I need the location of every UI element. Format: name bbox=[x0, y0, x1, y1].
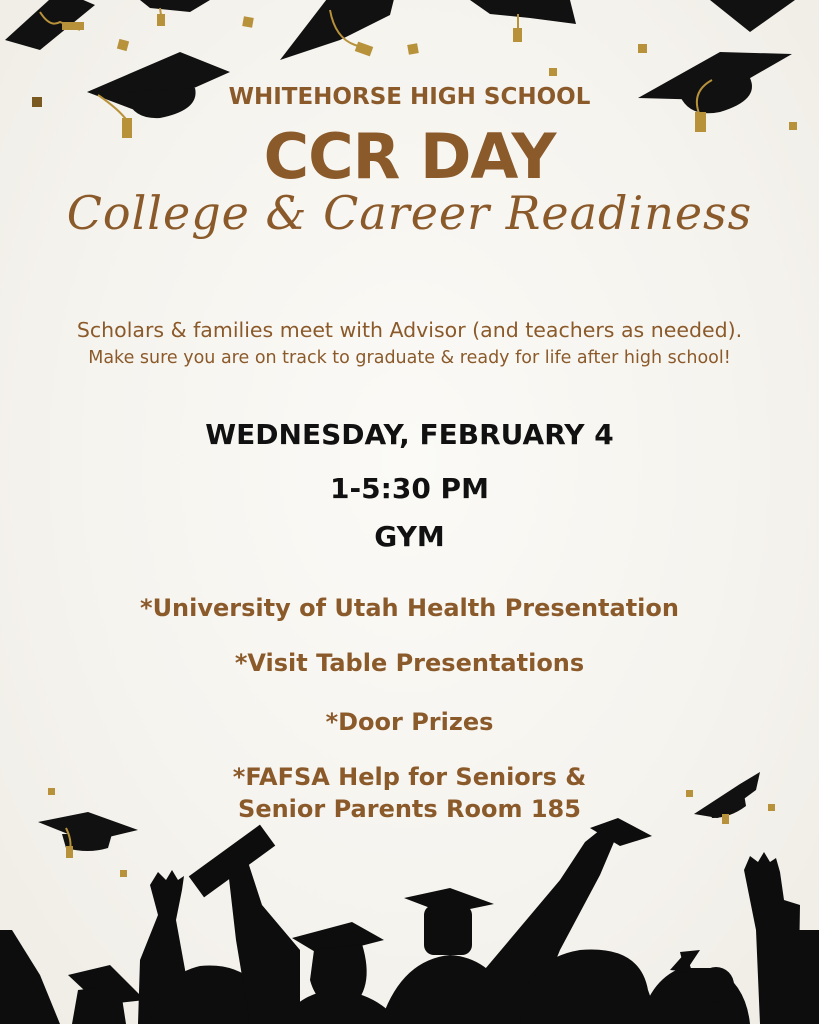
event-location: GYM bbox=[374, 520, 445, 553]
activity-item-line: *FAFSA Help for Seniors & bbox=[232, 763, 587, 791]
event-time: 1-5:30 PM bbox=[330, 472, 489, 505]
event-subtitle: College & Career Readiness bbox=[66, 186, 753, 240]
activity-item: *Visit Table Presentations bbox=[234, 649, 585, 677]
description-line-2: Make sure you are on track to graduate & ready for life after high school! bbox=[88, 348, 731, 368]
event-title: CCR DAY bbox=[263, 120, 556, 193]
activity-item: *University of Utah Health Presentation bbox=[140, 594, 679, 622]
graduation-cap-icon bbox=[470, 0, 576, 42]
activity-item-line: Senior Parents Room 185 bbox=[238, 795, 581, 823]
event-date: WEDNESDAY, FEBRUARY 4 bbox=[205, 418, 614, 451]
description-line-1: Scholars & families meet with Advisor (and teachers as needed). bbox=[76, 318, 743, 342]
school-name: WHITEHORSE HIGH SCHOOL bbox=[228, 84, 591, 110]
activity-item: *Door Prizes bbox=[325, 708, 494, 736]
graduation-cap-icon bbox=[5, 0, 95, 50]
graduation-cap-icon bbox=[710, 0, 795, 32]
graduation-cap-icon bbox=[140, 0, 210, 26]
graduates-silhouette bbox=[0, 818, 819, 1024]
activity-item bbox=[0, 761, 819, 825]
graduation-cap-icon bbox=[280, 0, 395, 60]
